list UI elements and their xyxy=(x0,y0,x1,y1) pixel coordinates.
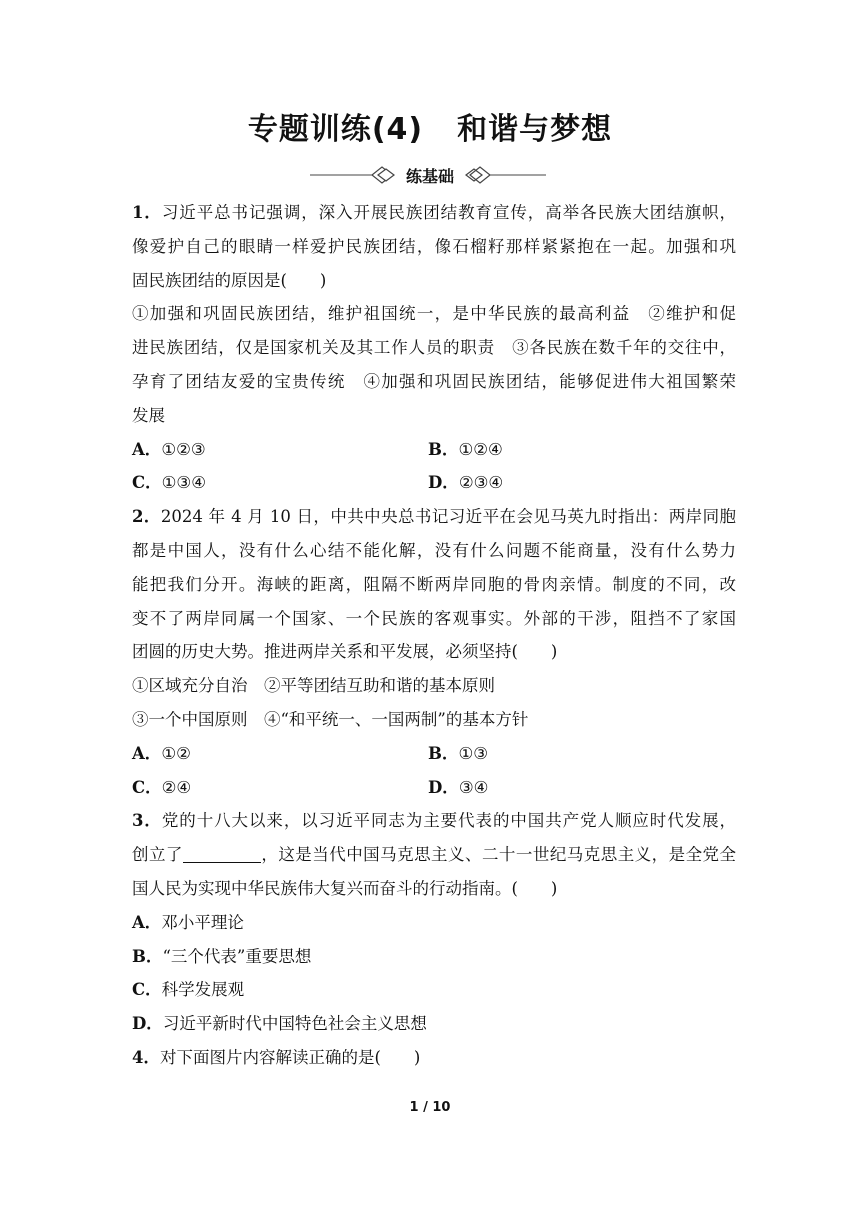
option-a[interactable]: A．①②③ xyxy=(132,439,206,459)
option-c[interactable]: C．①③④ xyxy=(132,473,207,493)
question-stem-line: 像爱护自己的眼睛一样爱护民族团结，像石榴籽那样紧紧抱在一起。加强和巩 xyxy=(132,236,736,256)
question-3: 3．党的十八大以来，以习近平同志为主要代表的中国共产党人顺应时代发展， 创立了 ，这是当代中国马克思主义、二十一世纪马克思主义，是全党全 国人民为实现中华民族伟大复兴而奋斗的行动指南。( ) A．邓小平理论 B．“三个代表”重要思想 C．科学发展观 D．习近平新时代中国特色社会主义思想 xyxy=(132,804,736,1041)
question-number: 4． xyxy=(132,1047,160,1067)
page-number: 1 / 10 xyxy=(409,1100,451,1115)
question-stem-line: 变不了两岸同属一个国家、一个民族的客观事实。外部的干涉，阻挡不了家国 xyxy=(132,608,736,628)
question-stem-line: 能把我们分开。海峡的距离，阻隔不断两岸同胞的骨肉亲情。制度的不同，改 xyxy=(132,574,736,594)
statement-line: ①区域充分自治 ②平等团结互助和谐的基本原则 xyxy=(132,676,495,696)
statement-line: ①加强和巩固民族团结，维护祖国统一，是中华民族的最高利益 ②维护和促 xyxy=(132,304,736,324)
question-stem-line: 2024 年 4 月 10 日，中共中央总书记习近平在会见马英九时指出：两岸同胞 xyxy=(160,507,736,527)
option-b[interactable]: B．①②④ xyxy=(428,439,503,459)
option-a[interactable]: A．①② xyxy=(132,743,191,763)
title-sub: 和谐与梦想 xyxy=(457,112,613,147)
statement-line: 进民族团结，仅是国家机关及其工作人员的职责 ③各民族在数千年的交往中， xyxy=(132,338,736,358)
option-d[interactable]: D．习近平新时代中国特色社会主义思想 xyxy=(132,1014,427,1034)
option-c[interactable]: C．科学发展观 xyxy=(132,980,245,1000)
question-1 xyxy=(132,196,736,500)
question-stem-line: 习近平总书记强调，深入开展民族团结教育宣传，高举各民族大团结旗帜， xyxy=(161,203,737,222)
question-4 xyxy=(132,1041,736,1075)
question-stem-line: 固民族团结的原因是( ) xyxy=(132,270,327,290)
option-c[interactable]: C．②④ xyxy=(132,777,192,797)
question-number: 1． xyxy=(132,203,162,222)
page-title xyxy=(0,104,860,148)
option-b[interactable]: B．“三个代表”重要思想 xyxy=(132,946,312,966)
option-d[interactable]: D．②③④ xyxy=(428,473,504,493)
statement-line: 孕育了团结友爱的宝贵传统 ④加强和巩固民族团结，能够促进伟大祖国繁荣 xyxy=(132,371,736,391)
question-number: 2． xyxy=(132,507,161,527)
question-stem-line: 对下面图片内容解读正确的是( ) xyxy=(159,1047,421,1067)
section-label: 练基础 xyxy=(405,167,454,186)
option-a[interactable]: A．邓小平理论 xyxy=(132,912,244,932)
question-stem-line: 党的十八大以来，以习近平同志为主要代表的中国共产党人顺应时代发展， xyxy=(161,811,737,831)
answer-blank xyxy=(183,844,261,863)
option-b[interactable]: B．①③ xyxy=(428,743,489,763)
statement-line: 发展 xyxy=(132,405,165,425)
section-header xyxy=(0,160,860,190)
question-stem-line: 团圆的历史大势。推进两岸关系和平发展，必须坚持( ) xyxy=(132,642,558,662)
option-d[interactable]: D．③④ xyxy=(428,777,489,797)
title-main: 专题训练(4) xyxy=(247,112,424,147)
question-stem-line: 国人民为实现中华民族伟大复兴而奋斗的行动指南。( ) xyxy=(132,878,558,898)
question-2 xyxy=(132,500,736,804)
statement-line: ③一个中国原则 ④“和平统一、一国两制”的基本方针 xyxy=(132,709,529,729)
question-stem-line: 都是中国人，没有什么心结不能化解，没有什么问题不能商量，没有什么势力 xyxy=(132,540,736,560)
question-number: 3． xyxy=(132,811,162,831)
question-list xyxy=(132,196,736,1075)
